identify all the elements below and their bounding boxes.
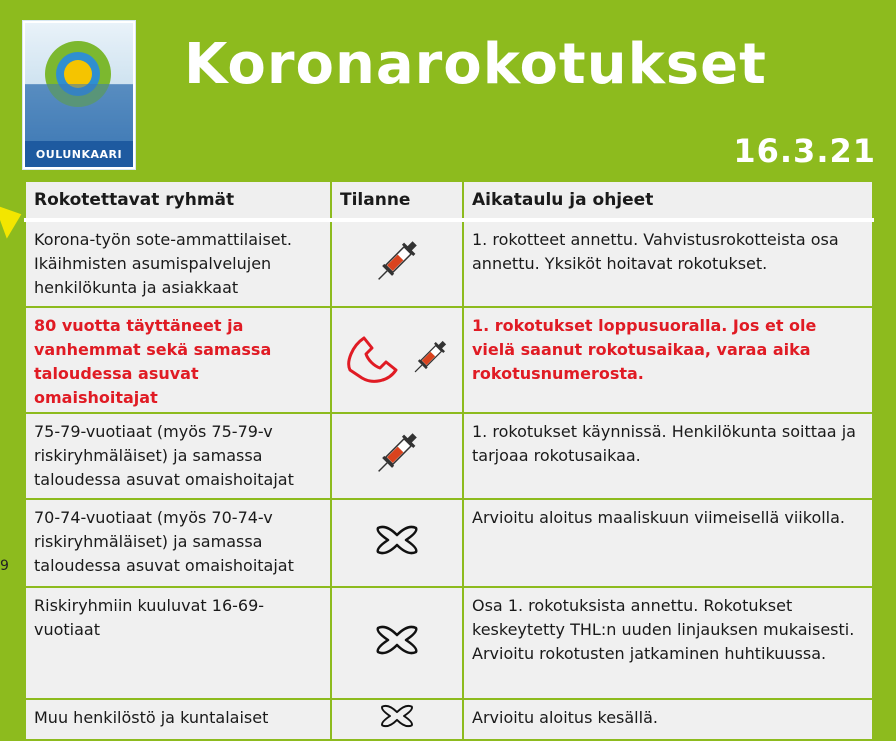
schedule-cell: 1. rokotukset käynnissä. Henkilökunta soittaa ja tarjoaa rokotusaikaa. — [463, 413, 873, 499]
column-header-status: Tilanne — [331, 181, 463, 220]
table-row — [25, 220, 873, 307]
cross-icon — [374, 702, 420, 730]
column-header-schedule: Aikataulu ja ohjeet — [463, 181, 873, 220]
schedule-cell: 1. rokotukset loppusuoralla. Jos et ole vielä saanut rokotusaikaa, varaa aika rokotusnumerosta. — [463, 307, 873, 413]
status-cell — [331, 413, 463, 499]
status-cell — [331, 307, 463, 413]
cross-icon — [374, 622, 420, 658]
group-cell: 80 vuotta täyttäneet ja vanhemmat sekä samassa taloudessa asuvat omaishoitajat — [25, 307, 331, 413]
logo-text: OULUNKAARI — [25, 141, 133, 167]
schedule-cell: Osa 1. rokotuksista annettu. Rokotukset keskeytetty THL:n uuden linjauksen mukaisesti. Arvioitu rokotusten jatkaminen huhtikuussa. — [463, 587, 873, 699]
table-row — [25, 413, 873, 499]
vaccination-table — [24, 180, 874, 741]
syringe-icon — [370, 234, 424, 288]
table-row — [25, 307, 873, 413]
group-cell: Riskiryhmiin kuuluvat 16-69-vuotiaat — [25, 587, 331, 699]
page-title: Koronarokotukset — [184, 32, 767, 97]
logo-sun-icon — [25, 23, 133, 141]
schedule-cell: Arvioitu aloitus kesällä. — [463, 699, 873, 740]
status-cell — [331, 587, 463, 699]
table-header-row — [25, 181, 873, 220]
phone-icon — [342, 330, 402, 384]
cross-icon — [374, 522, 420, 558]
group-cell: Korona-työn sote-ammattilaiset. Ikäihmisten asumispalvelujen henkilökunta ja asiakkaat — [25, 220, 331, 307]
date-label: 16.3.21 — [733, 132, 876, 170]
syringe-icon — [370, 426, 424, 480]
group-cell: 70-74-vuotiaat (myös 70-74-v riskiryhmäläiset) ja samassa taloudessa asuvat omaishoitajat — [25, 499, 331, 587]
side-number: 9 — [0, 558, 9, 574]
status-cell — [331, 220, 463, 307]
group-cell: Muu henkilöstö ja kuntalaiset — [25, 699, 331, 740]
schedule-cell: 1. rokotteet annettu. Vahvistusrokotteista osa annettu. Yksiköt hoitavat rokotukset. — [463, 220, 873, 307]
table-row — [25, 587, 873, 699]
table-row — [25, 499, 873, 587]
group-cell: 75-79-vuotiaat (myös 75-79-v riskiryhmäläiset) ja samassa taloudessa asuvat omaishoitajat — [25, 413, 331, 499]
schedule-cell: Arvioitu aloitus maaliskuun viimeisellä viikolla. — [463, 499, 873, 587]
status-cell — [331, 499, 463, 587]
oulunkaari-logo — [22, 20, 136, 170]
syringe-icon — [408, 330, 452, 384]
column-header-groups: Rokotettavat ryhmät — [25, 181, 331, 220]
